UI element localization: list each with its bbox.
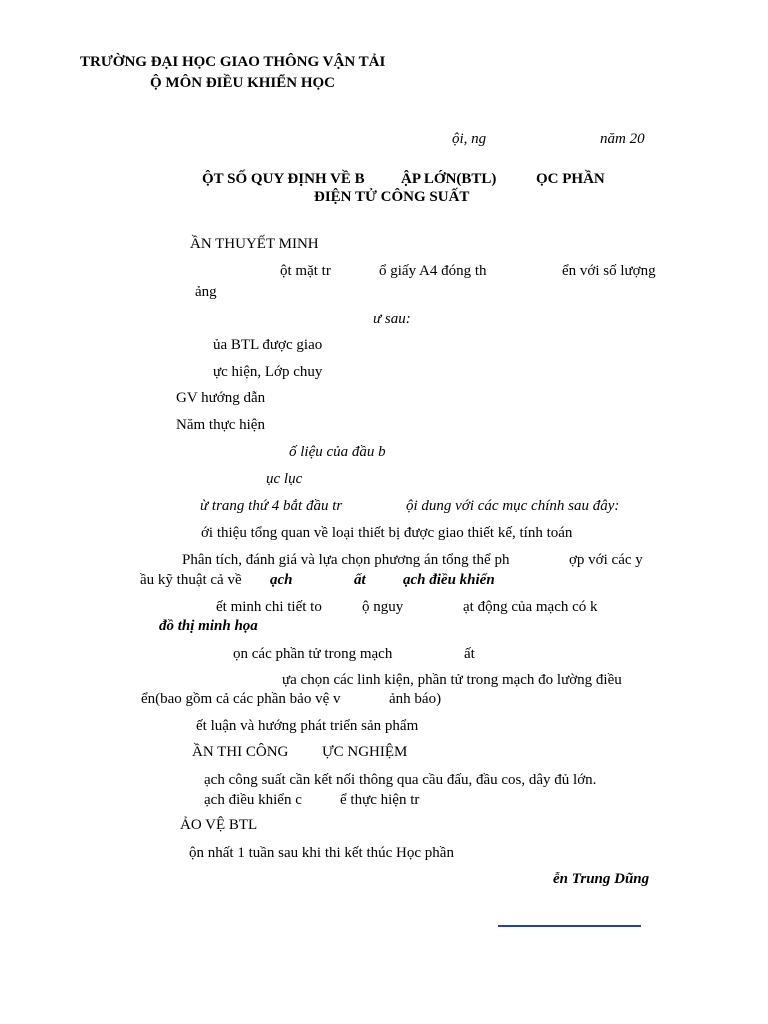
body-line: ạch điều khiển c bbox=[204, 792, 302, 808]
title-part-2: ẬP LỚN(BTL) bbox=[401, 171, 497, 187]
body-line: ột mặt tr bbox=[280, 263, 331, 279]
content-item: ạch bbox=[270, 572, 293, 588]
cover-item: ủa BTL được giao bbox=[213, 337, 323, 353]
body-line: ể thực hiện tr bbox=[340, 792, 420, 808]
section-heading-thi-cong-b: ỰC NGHIỆM bbox=[322, 744, 408, 760]
content-item: ầu kỹ thuật cả về bbox=[140, 572, 242, 588]
cover-item: ực hiện, Lớp chuy bbox=[213, 364, 323, 380]
school-name: TRƯỜNG ĐẠI HỌC GIAO THÔNG VẬN TẢI bbox=[80, 54, 386, 70]
title-part-3: ỌC PHẦN bbox=[536, 171, 605, 187]
body-line: ục lục bbox=[266, 471, 303, 487]
content-item: ới thiệu tổng quan về loại thiết bị được giao thiết kế, tính toán bbox=[201, 525, 573, 541]
content-item: ọn các phần tử trong mạch bbox=[233, 646, 393, 662]
section-heading-thuyet-minh: ẦN THUYẾT MINH bbox=[190, 236, 319, 252]
content-item: ết luận và hướng phát triển sản phẩm bbox=[196, 718, 419, 734]
content-item: ết minh chi tiết to bbox=[216, 599, 322, 615]
section-heading-bao-ve: ẢO VỆ BTL bbox=[180, 817, 258, 833]
content-item: ợp với các y bbox=[569, 552, 643, 568]
title-subject: ĐIỆN TỬ CÔNG SUẤT bbox=[314, 189, 470, 205]
body-line: ừ trang thứ 4 bắt đầu tr bbox=[200, 498, 343, 514]
title-part-1: ỘT SỐ QUY ĐỊNH VỀ B bbox=[202, 171, 365, 187]
date-year: năm 20 bbox=[600, 131, 645, 147]
content-item: ạch điều khiển bbox=[403, 572, 495, 588]
signature-rule bbox=[498, 925, 641, 927]
body-line: ư sau: bbox=[373, 311, 411, 327]
body-line: ội dung với các mục chính sau đây: bbox=[406, 498, 620, 514]
body-line: ộn nhất 1 tuần sau khi thi kết thúc Học phần bbox=[189, 845, 454, 861]
date-place: ội, ng bbox=[452, 131, 487, 147]
content-item: Phân tích, đánh giá và lựa chọn phương án tổng thể ph bbox=[182, 552, 510, 568]
body-line: ạch công suất cần kết nối thông qua cầu đấu, đầu cos, dây đủ lớn. bbox=[204, 772, 597, 788]
body-line: ển với số lượng bbox=[562, 263, 656, 279]
content-item: ển(bao gồm cả các phần bảo vệ v bbox=[141, 691, 341, 707]
content-item: ảnh báo) bbox=[389, 691, 442, 707]
content-item: ất bbox=[464, 646, 475, 662]
content-item: ạt động của mạch có k bbox=[463, 599, 598, 615]
body-line: ố liệu của đầu b bbox=[289, 444, 386, 460]
cover-item: Năm thực hiện bbox=[176, 417, 265, 433]
body-line: ảng bbox=[195, 284, 217, 300]
signature-name: ễn Trung Dũng bbox=[553, 871, 650, 887]
section-heading-thi-cong: ẦN THI CÔNG bbox=[192, 744, 289, 760]
department-name: Ộ MÔN ĐIỀU KHIỂN HỌC bbox=[150, 75, 336, 91]
content-item: đồ thị minh họa bbox=[159, 618, 258, 634]
content-item: ộ nguy bbox=[362, 599, 404, 615]
content-item: ựa chọn các linh kiện, phần tử trong mạch đo lường điều bbox=[282, 672, 622, 688]
content-item: ất bbox=[354, 572, 366, 588]
cover-item: GV hướng dẫn bbox=[176, 390, 266, 406]
body-line: ổ giấy A4 đóng th bbox=[379, 263, 487, 279]
